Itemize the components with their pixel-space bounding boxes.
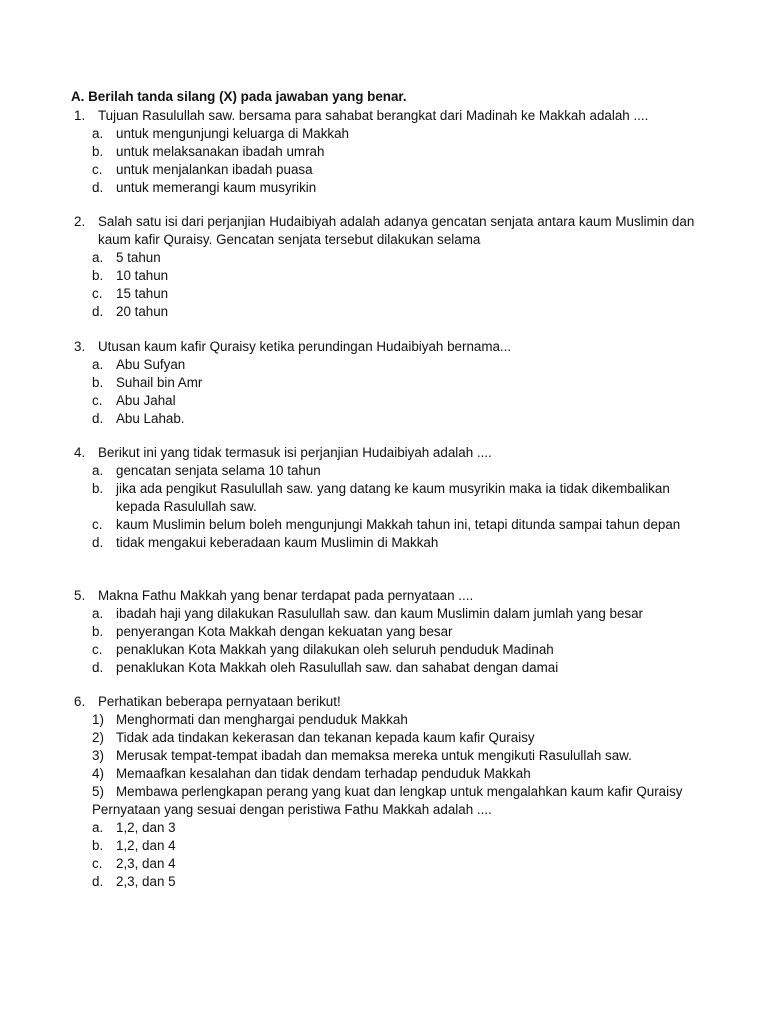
option-text: jika ada pengikut Rasulullah saw. yang datang ke kaum musyrikin maka ia tidak dikembalikan kepada Rasulullah saw. — [116, 481, 670, 514]
question-1 — [74, 107, 714, 197]
option-text: 15 tahun — [116, 286, 169, 301]
option-text: gencatan senjata selama 10 tahun — [116, 463, 321, 478]
question-text: Salah satu isi dari perjanjian Hudaibiyah adalah adanya gencatan senjata antara kaum Muslimin dan kaum kafir Quraisy. Gencatan senjata tersebut dilakukan selama — [98, 214, 695, 247]
answer-option-d[interactable] — [74, 410, 714, 428]
answer-option-b[interactable] — [74, 480, 714, 516]
option-label: c. — [92, 393, 103, 408]
answer-option-c[interactable] — [74, 516, 714, 534]
option-text: 5 tahun — [116, 250, 161, 265]
option-text: Abu Jahal — [116, 393, 176, 408]
statement-label: 5) — [92, 784, 104, 799]
option-text: 10 tahun — [116, 268, 169, 283]
statement-text: Tidak ada tindakan kekerasan dan tekanan kepada kaum kafir Quraisy — [116, 730, 535, 745]
answer-option-c[interactable] — [74, 392, 714, 410]
answer-option-b[interactable] — [74, 623, 714, 641]
answer-option-a[interactable] — [74, 819, 714, 837]
option-text: untuk menjalankan ibadah puasa — [116, 162, 313, 177]
statement-text: Menghormati dan menghargai penduduk Makkah — [116, 712, 408, 727]
statement-1 — [74, 711, 714, 729]
option-label: a. — [92, 463, 104, 478]
question-number: 1. — [74, 108, 86, 123]
option-text: Abu Sufyan — [116, 357, 186, 372]
option-label: b. — [92, 838, 104, 853]
option-text: Abu Lahab. — [116, 411, 185, 426]
answer-option-c[interactable] — [74, 855, 714, 873]
option-text: penaklukan Kota Makkah yang dilakukan oleh seluruh penduduk Madinah — [116, 642, 554, 657]
option-text: ibadah haji yang dilakukan Rasulullah saw. dan kaum Muslimin dalam jumlah yang besar — [116, 606, 643, 621]
statement-label: 4) — [92, 766, 104, 781]
question-5 — [74, 587, 714, 677]
option-label: a. — [92, 126, 104, 141]
statement-label: 1) — [92, 712, 104, 727]
question-text: Tujuan Rasulullah saw. bersama para sahabat berangkat dari Madinah ke Makkah adalah .... — [98, 108, 649, 123]
option-label: d. — [92, 874, 104, 889]
option-text: 20 tahun — [116, 304, 169, 319]
statement-2 — [74, 729, 714, 747]
option-text: penyerangan Kota Makkah dengan kekuatan yang besar — [116, 624, 453, 639]
statement-3 — [74, 747, 714, 765]
option-text: Suhail bin Amr — [116, 375, 203, 390]
answer-option-b[interactable] — [74, 374, 714, 392]
question-stem — [74, 338, 714, 356]
statement-5 — [74, 783, 714, 801]
option-label: d. — [92, 180, 104, 195]
question-number: 5. — [74, 588, 86, 603]
question-number: 2. — [74, 214, 86, 229]
question-number: 3. — [74, 339, 86, 354]
answer-option-b[interactable] — [74, 267, 714, 285]
statement-text: Memaafkan kesalahan dan tidak dendam terhadap penduduk Makkah — [116, 766, 531, 781]
option-label: b. — [92, 624, 104, 639]
option-text: tidak mengakui keberadaan kaum Muslimin di Makkah — [116, 535, 439, 550]
question-3 — [74, 338, 714, 428]
question-stem — [74, 693, 714, 711]
question-text: Berikut ini yang tidak termasuk isi perjanjian Hudaibiyah adalah .... — [98, 445, 492, 460]
option-label: b. — [92, 481, 104, 496]
option-label: a. — [92, 357, 104, 372]
option-label: c. — [92, 642, 103, 657]
option-label: c. — [92, 856, 103, 871]
option-text: untuk melaksanakan ibadah umrah — [116, 144, 325, 159]
option-label: b. — [92, 144, 104, 159]
follow-up-question: Pernyataan yang sesuai dengan peristiwa Fathu Makkah adalah .... — [92, 802, 492, 817]
question-number: 4. — [74, 445, 86, 460]
question-stem — [74, 587, 714, 605]
answer-option-d[interactable] — [74, 179, 714, 197]
answer-option-c[interactable] — [74, 161, 714, 179]
answer-option-b[interactable] — [74, 143, 714, 161]
question-stem — [74, 444, 714, 462]
answer-option-d[interactable] — [74, 534, 714, 552]
answer-option-a[interactable] — [74, 356, 714, 374]
answer-option-a[interactable] — [74, 605, 714, 623]
answer-option-d[interactable] — [74, 303, 714, 321]
question-4 — [74, 444, 714, 552]
option-label: b. — [92, 268, 104, 283]
option-label: a. — [92, 606, 104, 621]
option-text: untuk memerangi kaum musyrikin — [116, 180, 317, 195]
answer-option-d[interactable] — [74, 873, 714, 891]
question-stem — [74, 213, 714, 249]
statement-label: 3) — [92, 748, 104, 763]
option-label: a. — [92, 820, 104, 835]
option-text: kaum Muslimin belum boleh mengunjungi Makkah tahun ini, tetapi ditunda sampai tahun depan — [116, 517, 681, 532]
section-heading: A. Berilah tanda silang (X) pada jawaban yang benar. — [71, 89, 407, 104]
option-label: d. — [92, 535, 104, 550]
question-number: 6. — [74, 694, 86, 709]
question-text: Makna Fathu Makkah yang benar terdapat pada pernyataan .... — [98, 588, 474, 603]
option-label: a. — [92, 250, 104, 265]
option-label: d. — [92, 411, 104, 426]
option-label: d. — [92, 660, 104, 675]
question-text: Perhatikan beberapa pernyataan berikut! — [98, 694, 341, 709]
statement-text: Merusak tempat-tempat ibadah dan memaksa mereka untuk mengikuti Rasulullah saw. — [116, 748, 632, 763]
option-text: 1,2, dan 3 — [116, 820, 176, 835]
answer-option-a[interactable] — [74, 249, 714, 267]
question-text: Utusan kaum kafir Quraisy ketika perundingan Hudaibiyah bernama... — [98, 339, 512, 354]
question-6 — [74, 693, 714, 891]
option-label: b. — [92, 375, 104, 390]
option-label: c. — [92, 162, 103, 177]
option-text: 1,2, dan 4 — [116, 838, 176, 853]
answer-option-a[interactable] — [74, 125, 714, 143]
statement-text: Membawa perlengkapan perang yang kuat dan lengkap untuk mengalahkan kaum kafir Quraisy — [116, 784, 683, 799]
option-label: d. — [92, 304, 104, 319]
answer-option-a[interactable] — [74, 462, 714, 480]
answer-option-b[interactable] — [74, 837, 714, 855]
option-text: 2,3, dan 5 — [116, 874, 176, 889]
answer-option-c[interactable] — [74, 641, 714, 659]
option-label: c. — [92, 286, 103, 301]
answer-option-c[interactable] — [74, 285, 714, 303]
statement-4 — [74, 765, 714, 783]
question-stem — [74, 107, 714, 125]
statement-label: 2) — [92, 730, 104, 745]
answer-option-d[interactable] — [74, 659, 714, 677]
option-text: penaklukan Kota Makkah oleh Rasulullah saw. dan sahabat dengan damai — [116, 660, 559, 675]
option-text: untuk mengunjungi keluarga di Makkah — [116, 126, 349, 141]
option-label: c. — [92, 517, 103, 532]
option-text: 2,3, dan 4 — [116, 856, 176, 871]
question-2 — [74, 213, 714, 321]
